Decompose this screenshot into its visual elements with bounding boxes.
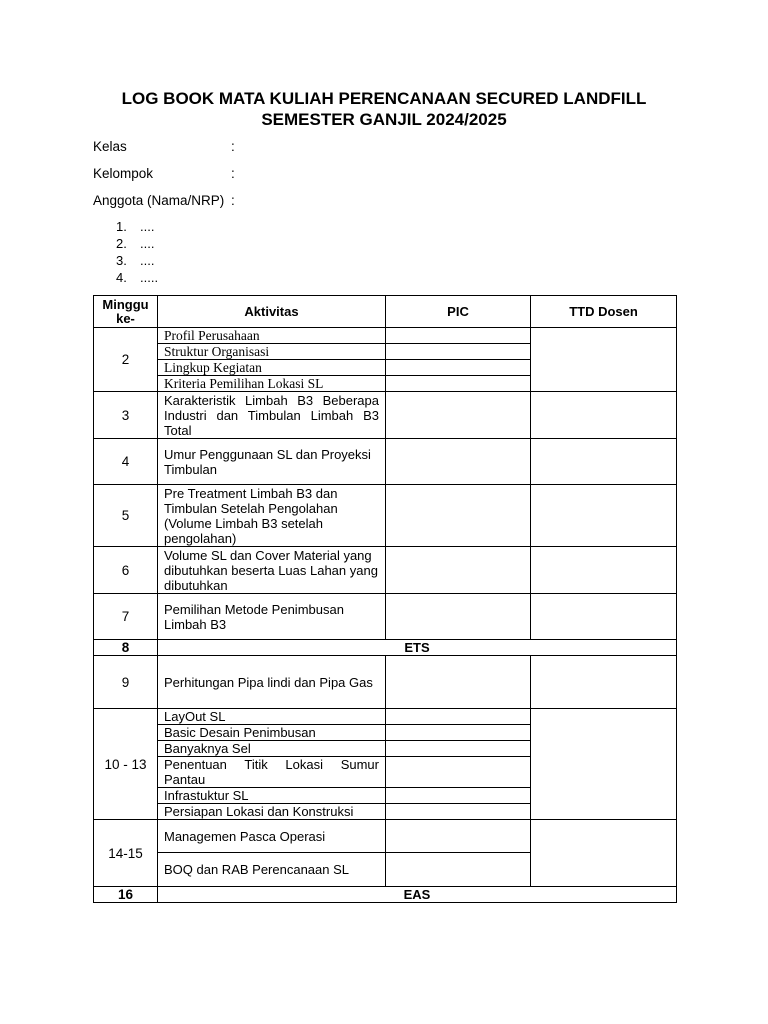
week-cell: 10 - 13 — [94, 709, 158, 820]
table-row — [94, 820, 677, 853]
pic-cell[interactable] — [386, 485, 531, 547]
ttd-cell[interactable] — [531, 547, 677, 594]
kelompok-colon: : — [231, 166, 235, 181]
header-row — [94, 296, 677, 328]
table-row — [94, 547, 677, 594]
kelas-colon: : — [231, 139, 235, 154]
activity-cell: Umur Penggunaan SL dan Proyeksi Timbulan — [158, 439, 386, 485]
activity-cell: Basic Desain Penimbusan — [158, 725, 386, 741]
pic-cell[interactable] — [386, 392, 531, 439]
pic-cell[interactable] — [386, 344, 531, 360]
table-row — [94, 594, 677, 640]
activity-cell: Kriteria Pemilihan Lokasi SL — [158, 376, 386, 392]
member-number: 1. — [116, 219, 127, 234]
member-value: ..... — [140, 270, 159, 285]
pic-cell[interactable] — [386, 439, 531, 485]
eas-cell: EAS — [158, 887, 677, 903]
activity-cell: Pre Treatment Limbah B3 dan Timbulan Setelah Pengolahan (Volume Limbah B3 setelah pengolahan) — [158, 485, 386, 547]
member-number: 3. — [116, 253, 127, 268]
ttd-cell[interactable] — [531, 594, 677, 640]
week-cell: 5 — [94, 485, 158, 547]
week-cell: 16 — [94, 887, 158, 903]
week-cell: 7 — [94, 594, 158, 640]
activity-cell: Persiapan Lokasi dan Konstruksi — [158, 804, 386, 820]
pic-cell[interactable] — [386, 709, 531, 725]
anggota-label: Anggota (Nama/NRP) — [93, 193, 225, 208]
activity-cell: Profil Perusahaan — [158, 328, 386, 344]
pic-cell[interactable] — [386, 656, 531, 709]
table-row — [94, 439, 677, 485]
table-row — [94, 640, 677, 656]
ttd-cell[interactable] — [531, 439, 677, 485]
activity-cell: Infrastuktur SL — [158, 788, 386, 804]
pic-cell[interactable] — [386, 376, 531, 392]
table-row — [94, 392, 677, 439]
member-value: .... — [140, 253, 155, 268]
week-cell: 9 — [94, 656, 158, 709]
header-ttd: TTD Dosen — [531, 296, 677, 328]
activity-cell: BOQ dan RAB Perencanaan SL — [158, 853, 386, 887]
pic-cell[interactable] — [386, 328, 531, 344]
ttd-cell[interactable] — [531, 392, 677, 439]
header-week: Minggu ke- — [94, 296, 158, 328]
log-table — [93, 295, 677, 903]
week-cell: 2 — [94, 328, 158, 392]
week-cell: 3 — [94, 392, 158, 439]
table-row — [94, 656, 677, 709]
pic-cell[interactable] — [386, 594, 531, 640]
kelompok-label: Kelompok — [93, 166, 154, 181]
kelas-label: Kelas — [93, 139, 127, 154]
member-number: 4. — [116, 270, 127, 285]
anggota-colon: : — [231, 193, 235, 208]
pic-cell[interactable] — [386, 741, 531, 757]
table-row — [94, 485, 677, 547]
ttd-cell[interactable] — [531, 485, 677, 547]
week-cell: 6 — [94, 547, 158, 594]
activity-cell: Managemen Pasca Operasi — [158, 820, 386, 853]
table-row — [94, 709, 677, 725]
document-subtitle: SEMESTER GANJIL 2024/2025 — [261, 110, 507, 129]
pic-cell[interactable] — [386, 853, 531, 887]
activity-cell: Perhitungan Pipa lindi dan Pipa Gas — [158, 656, 386, 709]
ttd-cell[interactable] — [531, 820, 677, 887]
activity-cell: Banyaknya Sel — [158, 741, 386, 757]
member-value: .... — [140, 219, 155, 234]
activity-cell: Lingkup Kegiatan — [158, 360, 386, 376]
header-pic: PIC — [386, 296, 531, 328]
pic-cell[interactable] — [386, 725, 531, 741]
ttd-cell[interactable] — [531, 709, 677, 820]
ets-cell: ETS — [158, 640, 677, 656]
table-row — [94, 328, 677, 344]
ttd-cell[interactable] — [531, 328, 677, 392]
pic-cell[interactable] — [386, 360, 531, 376]
ttd-cell[interactable] — [531, 656, 677, 709]
activity-cell: Karakteristik Limbah B3 Beberapa Industri dan Timbulan Limbah B3 Total — [158, 392, 386, 439]
week-cell: 4 — [94, 439, 158, 485]
week-cell: 8 — [94, 640, 158, 656]
week-cell: 14-15 — [94, 820, 158, 887]
member-number: 2. — [116, 236, 127, 251]
activity-cell: Pemilihan Metode Penimbusan Limbah B3 — [158, 594, 386, 640]
pic-cell[interactable] — [386, 547, 531, 594]
member-value: .... — [140, 236, 155, 251]
pic-cell[interactable] — [386, 757, 531, 788]
document-title: LOG BOOK MATA KULIAH PERENCANAAN SECURED LANDFILL — [121, 89, 647, 108]
pic-cell[interactable] — [386, 804, 531, 820]
pic-cell[interactable] — [386, 788, 531, 804]
activity-cell: LayOut SL — [158, 709, 386, 725]
activity-cell: Volume SL dan Cover Material yang dibutuhkan beserta Luas Lahan yang dibutuhkan — [158, 547, 386, 594]
table-row — [94, 887, 677, 903]
activity-cell: Penentuan Titik Lokasi Sumur Pantau — [158, 757, 386, 788]
activity-cell: Struktur Organisasi — [158, 344, 386, 360]
header-activity: Aktivitas — [158, 296, 386, 328]
pic-cell[interactable] — [386, 820, 531, 853]
